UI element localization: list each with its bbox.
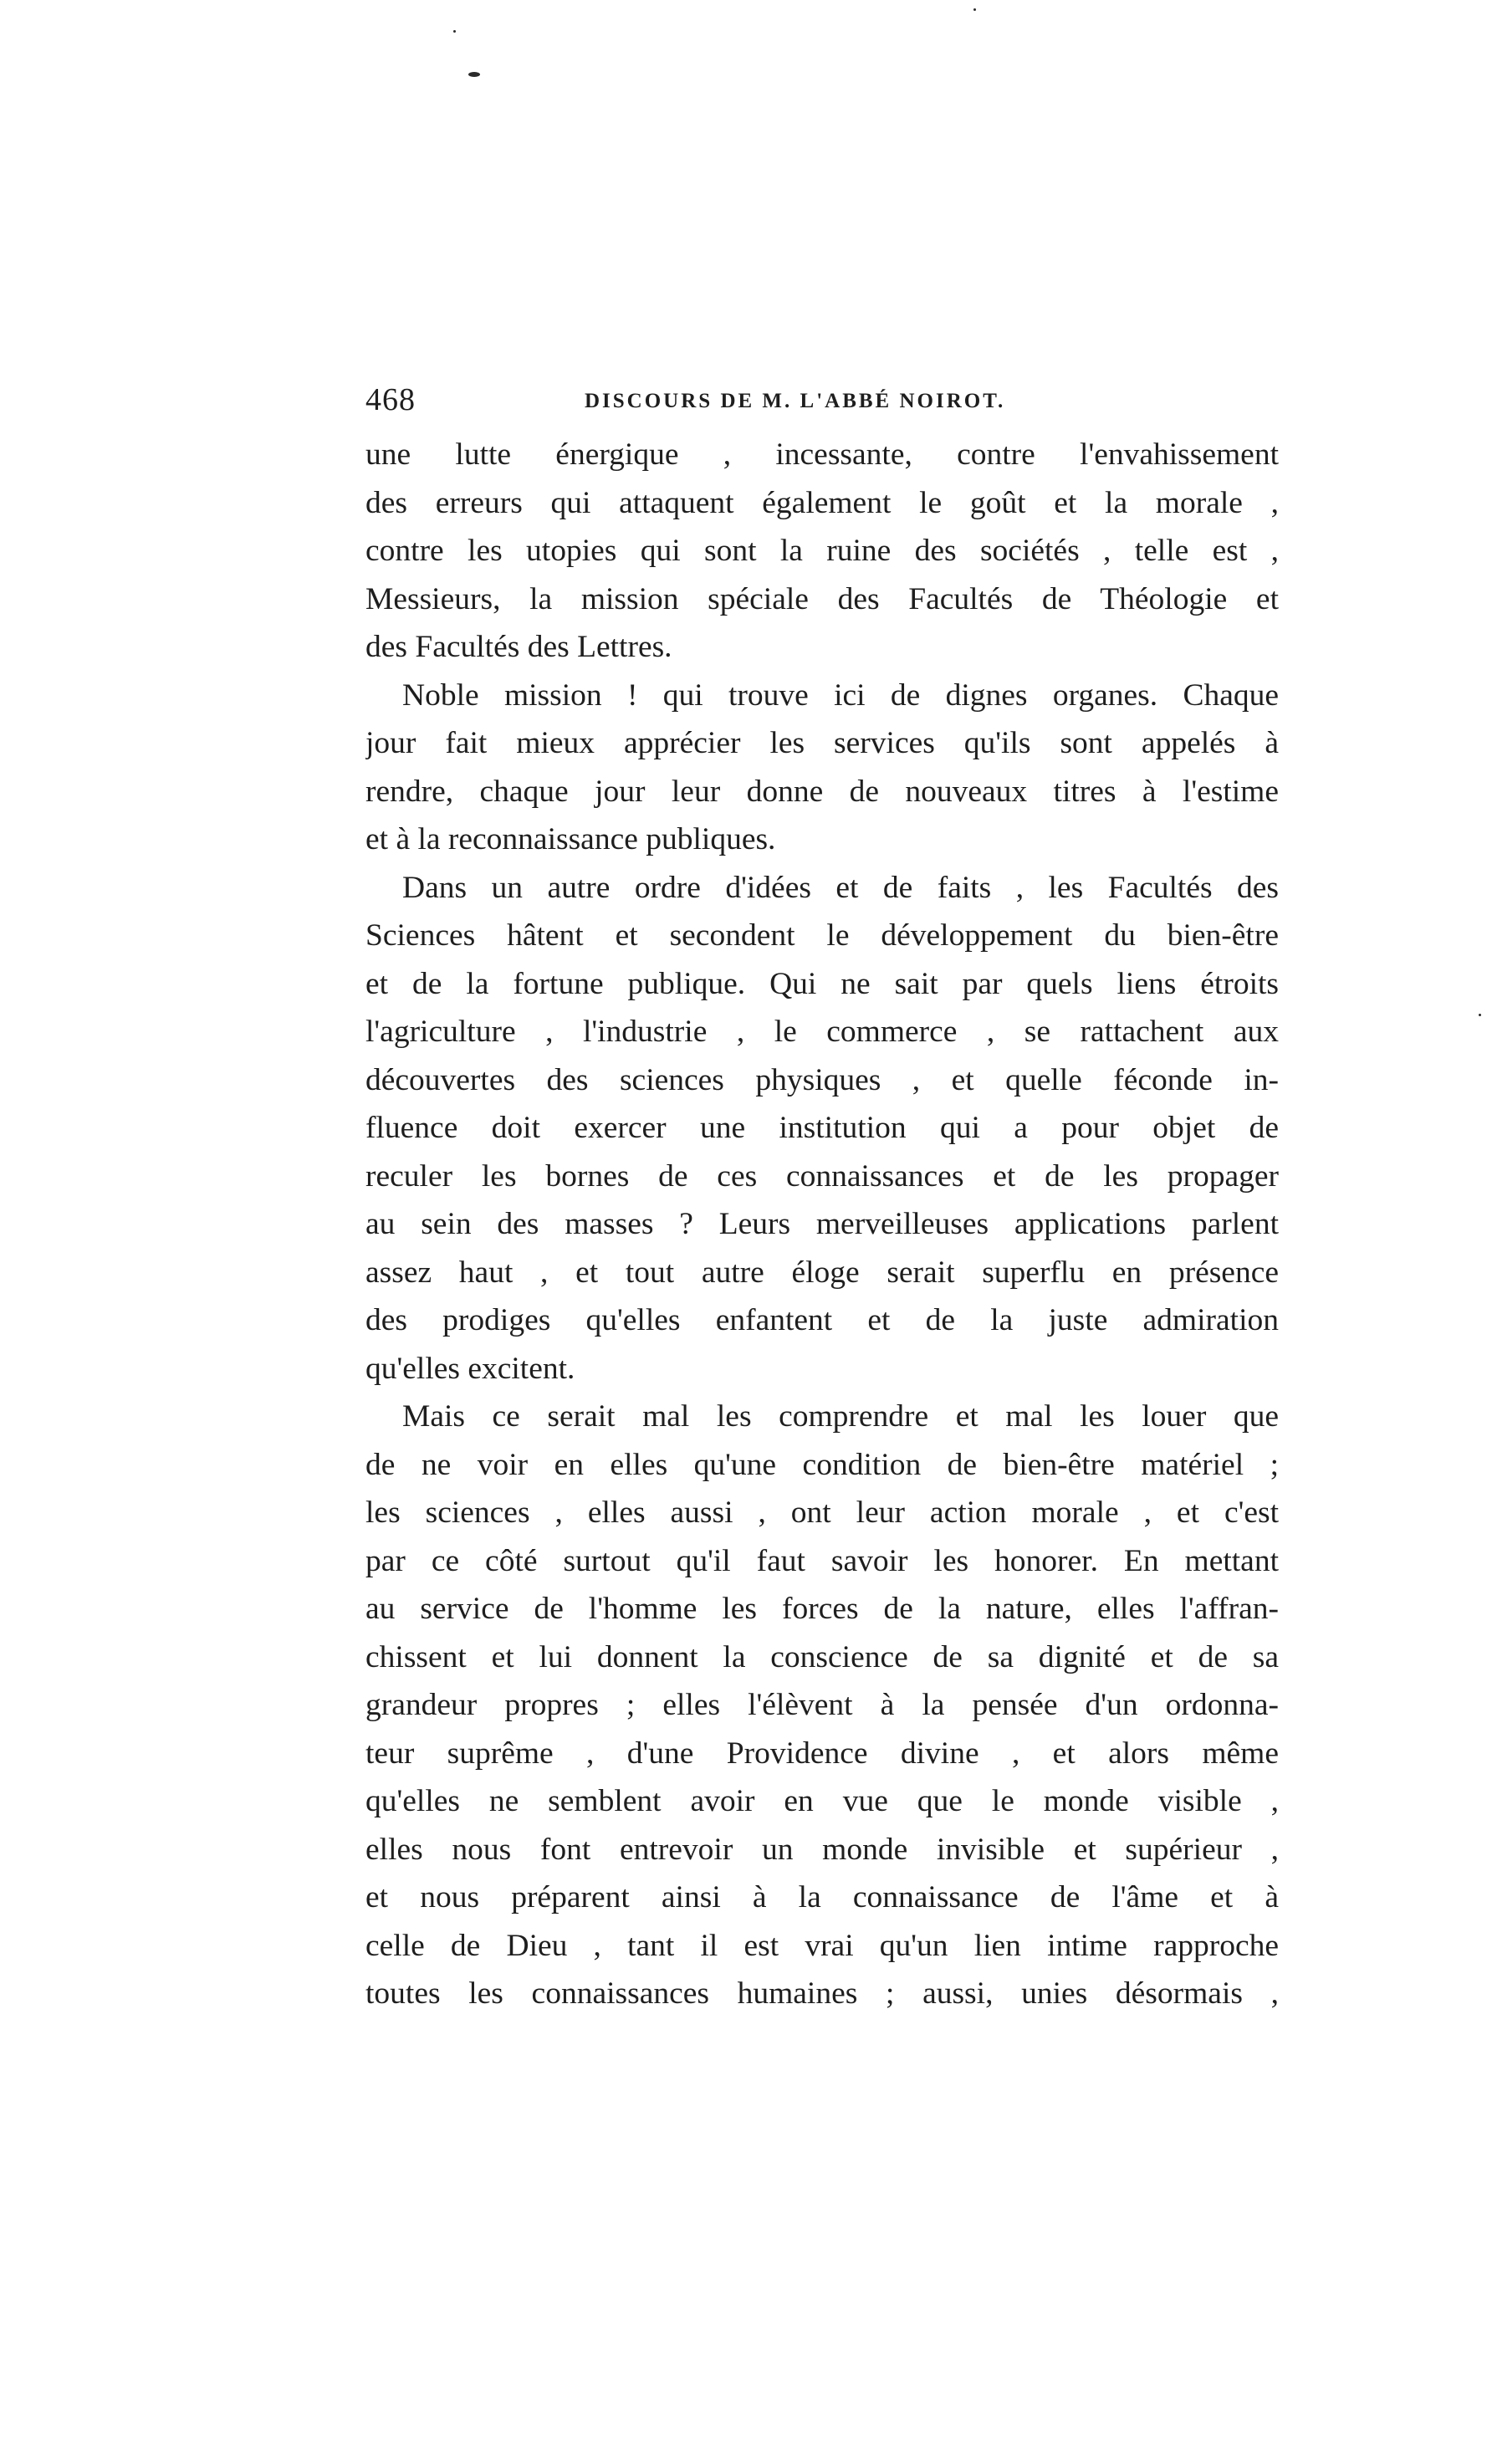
- text-line: des erreurs qui attaquent également le goût et la morale ,: [365, 485, 1279, 520]
- ink-speck: [1479, 1014, 1481, 1016]
- text-body: [365, 431, 1279, 2018]
- text-line: Noble mission ! qui trouve ici de dignes organes. Chaque: [402, 677, 1279, 713]
- text-line: grandeur propres ; elles l'élèvent à la pensée d'un ordonna-: [365, 1688, 1279, 1722]
- ink-speck: [973, 8, 976, 11]
- text-line: chissent et lui donnent la conscience de sa dignité et de sa: [365, 1639, 1279, 1674]
- text-line: par ce côté surtout qu'il faut savoir les honorer. En mettant: [365, 1543, 1279, 1578]
- text-line: qu'elles ne semblent avoir en vue que le monde visible ,: [365, 1784, 1279, 1818]
- text-line: Mais ce serait mal les comprendre et mal les louer que: [402, 1399, 1279, 1434]
- text-line: teur suprême , d'une Providence divine , et alors même: [365, 1736, 1279, 1771]
- text-line: les sciences , elles aussi , ont leur action morale , et c'est: [365, 1495, 1279, 1530]
- ink-speck: [453, 30, 456, 33]
- text-line: Dans un autre ordre d'idées et de faits , les Facultés des: [402, 870, 1279, 905]
- text-line: au service de l'homme les forces de la nature, elles l'affran-: [365, 1592, 1279, 1626]
- text-line: et de la fortune publique. Qui ne sait par quels liens étroits: [365, 966, 1279, 1001]
- text-line: et à la reconnaissance publiques.: [365, 822, 776, 856]
- text-line: elles nous font entrevoir un monde invisible et supérieur ,: [365, 1832, 1279, 1867]
- text-line: reculer les bornes de ces connaissances et de les propager: [365, 1158, 1279, 1194]
- text-line: Sciences hâtent et secondent le développement du bien-être: [365, 918, 1279, 953]
- text-line: qu'elles excitent.: [365, 1351, 575, 1386]
- text-line: celle de Dieu , tant il est vrai qu'un lien intime rapproche: [365, 1928, 1279, 1963]
- text-line: au sein des masses ? Leurs merveilleuses applications parlent: [365, 1207, 1279, 1241]
- text-line: jour fait mieux apprécier les services qu'ils sont appelés à: [365, 726, 1279, 760]
- text-line: de ne voir en elles qu'une condition de bien-être matériel ;: [365, 1447, 1279, 1482]
- text-line: et nous préparent ainsi à la connaissance de l'âme et à: [365, 1880, 1279, 1914]
- text-line: toutes les connaissances humaines ; aussi, unies désormais ,: [365, 1976, 1279, 2011]
- text-line: des prodiges qu'elles enfantent et de la juste admiration: [365, 1303, 1279, 1337]
- running-title: DISCOURS DE M. L'ABBÉ NOIROT.: [585, 390, 1006, 412]
- text-line: une lutte énergique , incessante, contre l'envahissement: [365, 437, 1279, 472]
- page-number: 468: [365, 382, 416, 417]
- text-line: rendre, chaque jour leur donne de nouveaux titres à l'estime: [365, 774, 1279, 809]
- text-line: Messieurs, la mission spéciale des Facultés de Théologie et: [365, 581, 1279, 616]
- text-line: assez haut , et tout autre éloge serait superflu en présence: [365, 1255, 1279, 1290]
- text-line: l'agriculture , l'industrie , le commerce , se rattachent aux: [365, 1015, 1279, 1049]
- ink-speck: [468, 72, 480, 77]
- running-head: [365, 375, 1279, 425]
- text-line: fluence doit exercer une institution qui a pour objet de: [365, 1111, 1279, 1145]
- text-line: contre les utopies qui sont la ruine des sociétés , telle est ,: [365, 534, 1279, 568]
- text-line: des Facultés des Lettres.: [365, 630, 672, 664]
- text-line: découvertes des sciences physiques , et quelle féconde in-: [365, 1062, 1279, 1097]
